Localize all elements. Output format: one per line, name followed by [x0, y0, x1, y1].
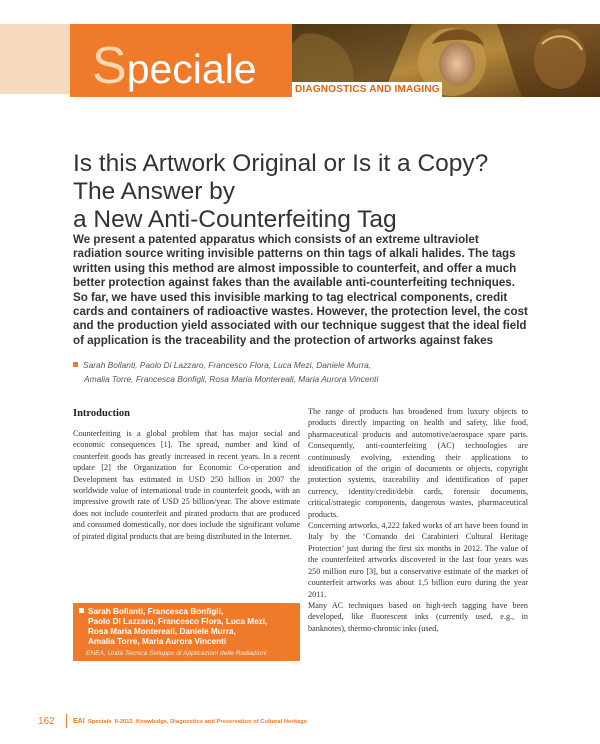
bullet-square-icon: [79, 608, 84, 613]
paragraph-1: The range of products has broadened from luxury objects to products directly impacting on health and safety, like food, pharmaceutical products and automotive/aerospace spare parts. Consequently, anti-counterfeiting (AC) technologies are continuously evolving, extending their applications to identification of the origin of documents or objects, copyright protection systems, traceability and identification of paper currency, identity/credit/debit cards, forensic documents, critical/strategic components, dangerous wastes, pharmaceutical products.: [308, 407, 528, 519]
paragraph-2: Concerning artworks, 4,222 faked works of art have been found in Italy by the ‘Comando dei Carabinieri Cultural Heritage Protection’ just during the first six months in 2012. The value of the counterfeited artworks discovered in the last four years was 250 million euro [3], but a conservative estimate of the market of counterfeit artworks was about 1,5 billion euro during the year 2011.: [308, 521, 528, 599]
title-line-2: The Answer by: [73, 178, 236, 205]
title-line-3: a New Anti-Counterfeiting Tag: [73, 206, 397, 233]
affiliation-line-3: Rosa Maria Montereali, Daniele Murra,: [88, 627, 236, 636]
author-list: [73, 358, 529, 386]
footer-divider: [66, 714, 67, 728]
authors-line-2: Amalia Torre, Francesca Bonfigli, Rosa Maria Montereali, Maria Aurora Vincenti: [84, 374, 379, 384]
speciale-rest: peciale: [126, 46, 257, 92]
affiliation-line-1: Sarah Bollanti, Francesca Bonfigli,: [88, 607, 224, 616]
header-left-bar: [0, 24, 70, 94]
affiliation-names: [79, 607, 297, 647]
footer-issue: II-2012: [114, 719, 133, 725]
affiliation-box: [73, 603, 300, 661]
title-line-1: Is this Artwork Original or Is it a Copy?: [73, 150, 489, 177]
footer-eai: EAI: [73, 718, 85, 725]
column-right: [308, 406, 528, 634]
section-heading-introduction: Introduction: [73, 408, 130, 419]
paragraph-3: Many AC techniques based on high-tech tagging have been developed, like fluorescent inks (currently used, e.g., in banknotes), thermo-chromic inks (used,: [308, 600, 528, 633]
article-title: [73, 150, 543, 234]
page-header: [0, 0, 600, 100]
page-footer: [0, 712, 600, 736]
affiliation-line-2: Paolo Di Lazzaro, Francesco Flora, Luca Mezi,: [88, 617, 268, 626]
abstract: We present a patented apparatus which consists of an extreme ultraviolet radiation source writing invisible patterns on thin tags of alkali halides. The tags written using this method are almost impossible to counterfeit, and offer a much better protection against fakes than the available anti-counterfeiting techniques. So far, we have used this invisible marking to tag electrical components, credit cards and containers of radioactive wastes. However, the protection level, the cost and the production yield associated with our technique suggest that the ideal field of application is the traceability and the protection of artworks against fakes: [73, 233, 528, 347]
column-left: [73, 408, 300, 542]
bullet-square-icon: [73, 362, 78, 367]
footer-subtitle: Knowledge, Diagnostics and Preservation of Cultural Heritage: [135, 719, 308, 725]
footer-speciale: Speciale: [87, 719, 112, 725]
page-number: 162: [38, 716, 55, 727]
intro-paragraph: Counterfeiting is a global problem that has major social and economic consequences [1]. The spread, number and kind of counterfeit goods has greatly increased in recent years. In a recent update [2] the Organization for Economic Co-operation and Development has estimated in USD 250 billion in 2007 the worldwide value of international trade in counterfeit goods, with an impressive growth rate of USD 25 billion/year. The above estimate does not include counterfeit and pirated products that are produced and consumed domestically, nor does include the significant volume of pirated digital products that are being distributed in the Internet.: [73, 429, 300, 541]
affiliation-institution: ENEA, Unità Tecnica Sviluppo di Applicazioni delle Radiazioni: [86, 650, 267, 657]
footer-running-title: [73, 718, 307, 725]
authors-line-1: Sarah Bollanti, Paolo Di Lazzaro, Francesco Flora, Luca Mezi, Daniele Murra,: [83, 360, 372, 370]
affiliation-line-4: Amalia Torre, Maria Aurora Vincenti: [88, 637, 227, 646]
speciale-title: [92, 36, 257, 96]
speciale-cap: S: [92, 37, 127, 95]
section-label: DIAGNOSTICS AND IMAGING: [295, 84, 440, 95]
